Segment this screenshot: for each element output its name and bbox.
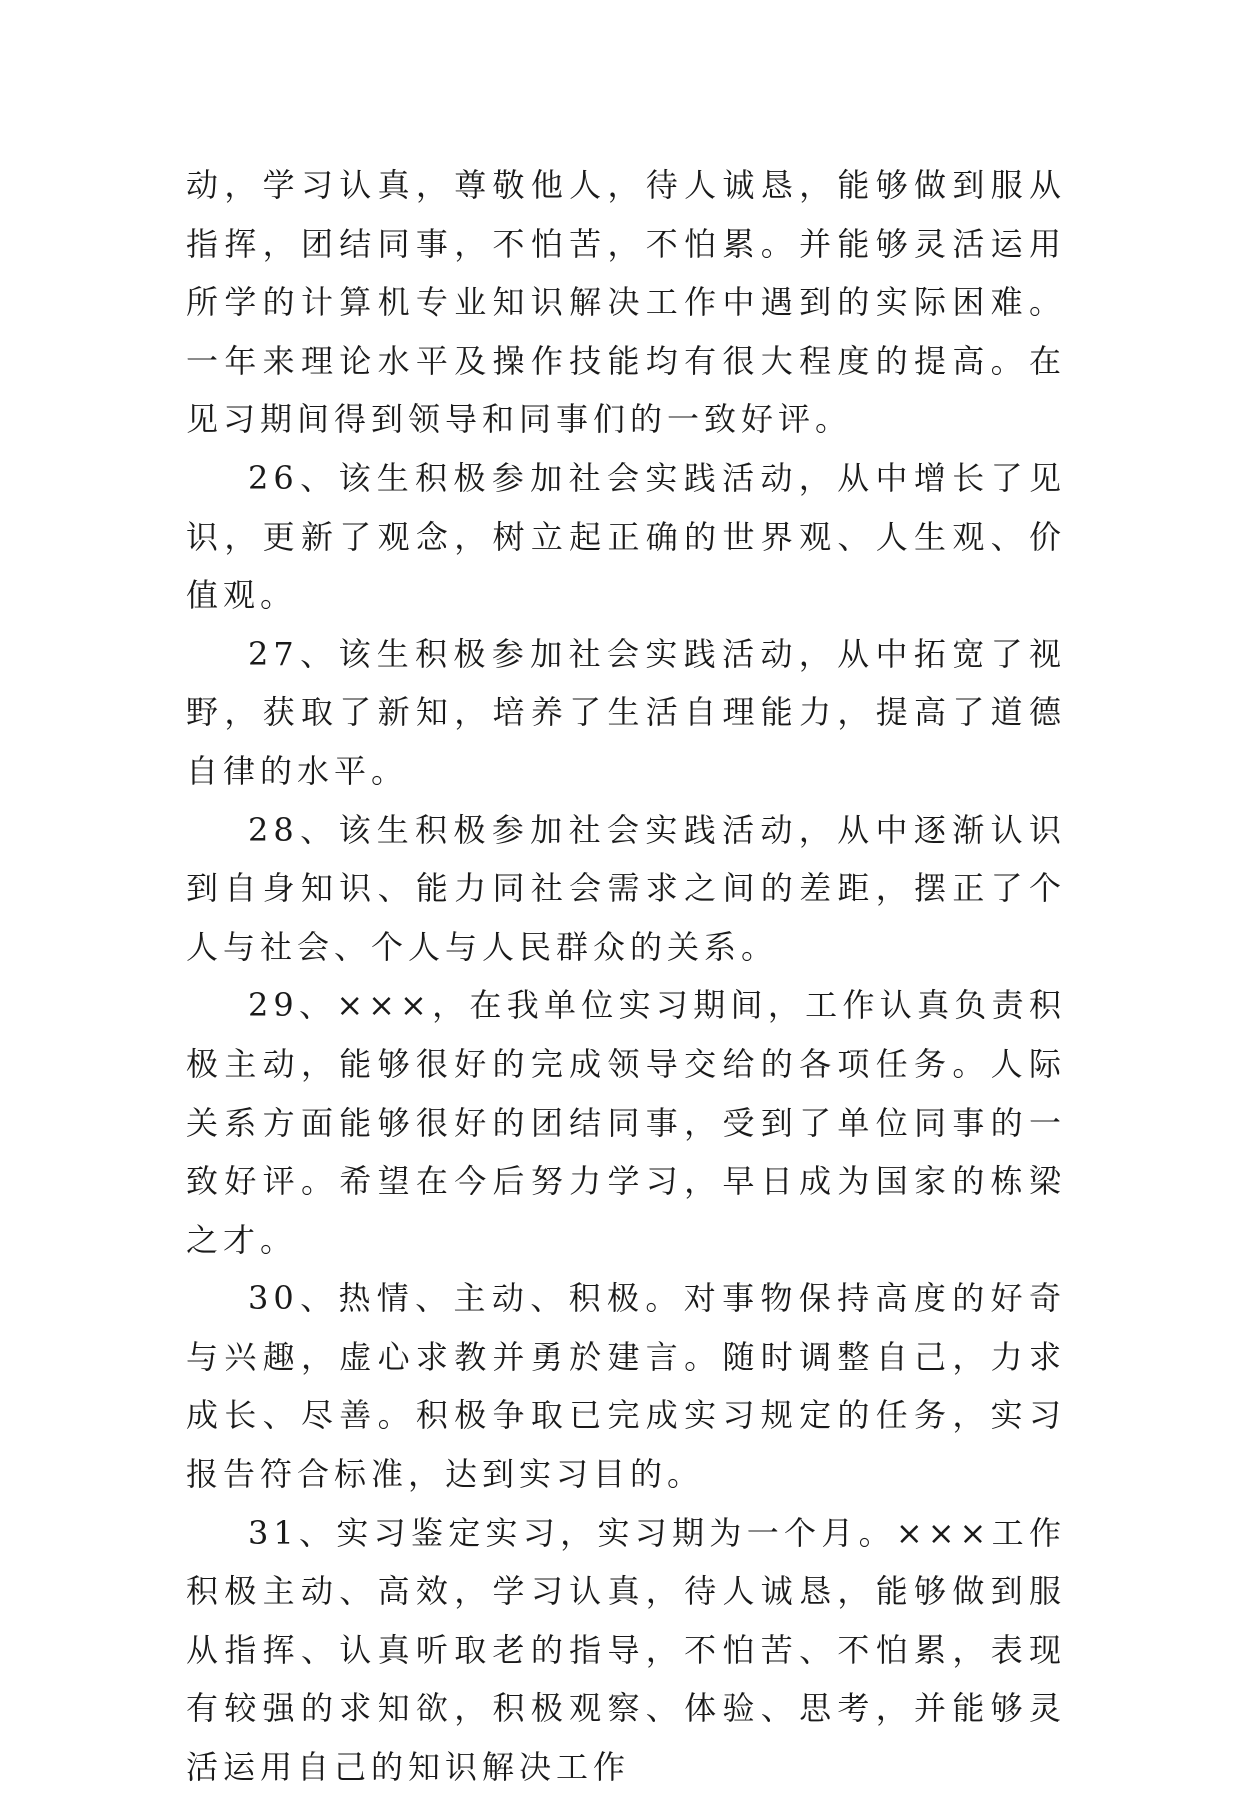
paragraph-continuation: 动，学习认真，尊敬他人，待人诚恳，能够做到服从指挥，团结同事，不怕苦，不怕累。并能够灵活运用所学的计算机专业知识解决工作中遇到的实际困难。一年来理论水平及操作技能均有很大程度的提高。在见习期间得到领导和同事们的一致好评。 (186, 166, 1066, 439)
paragraph-27: 27、该生积极参加社会实践活动，从中拓宽了视野，获取了新知，培养了生活自理能力，提高了道德自律的水平。 (186, 634, 1066, 790)
document-body (186, 156, 1066, 1797)
paragraph-31: 31、实习鉴定实习，实习期为一个月。×××工作积极主动、高效，学习认真，待人诚恳，能够做到服从指挥、认真听取老的指导，不怕苦、不怕累，表现有较强的求知欲，积极观察、体验、思考，并能够灵活运用自己的知识解决工作 (186, 1513, 1066, 1787)
paragraph-26: 26、该生积极参加社会实践活动，从中增长了见识，更新了观念，树立起正确的世界观、人生观、价值观。 (186, 458, 1066, 615)
paragraph-28: 28、该生积极参加社会实践活动，从中逐渐认识到自身知识、能力同社会需求之间的差距，摆正了个人与社会、个人与人民群众的关系。 (186, 810, 1066, 966)
paragraph-29: 29、×××，在我单位实习期间，工作认真负责积极主动，能够很好的完成领导交给的各项任务。人际关系方面能够很好的团结同事，受到了单位同事的一致好评。希望在今后努力学习，早日成为国家的栋梁之才。 (186, 986, 1066, 1259)
paragraph-30: 30、热情、主动、积极。对事物保持高度的好奇与兴趣，虚心求教并勇於建言。随时调整自己，力求成长、尽善。积极争取已完成实习规定的任务，实习报告符合标准，达到实习目的。 (186, 1279, 1066, 1494)
